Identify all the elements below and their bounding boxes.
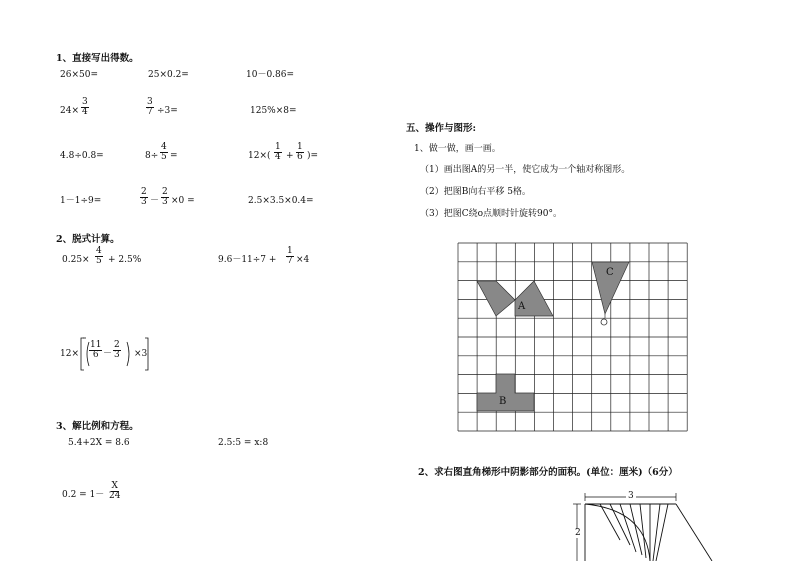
dimension-top-label: 3	[628, 491, 634, 501]
problem-1-11-suffix: ×0 =	[171, 196, 195, 206]
equation-3-prefix: 0.2 = 1－	[62, 490, 105, 500]
problem-1-10: 1－1÷9=	[60, 196, 102, 206]
section-1-title: 1、直接写出得数。	[56, 53, 139, 64]
section-5-title: 五、操作与图形:	[406, 123, 477, 134]
minus-sign: －	[103, 349, 113, 359]
plus-sign: +	[286, 151, 294, 161]
fraction: $\frac{1}{4}$	[275, 142, 281, 162]
section-2-title: 2、脱式计算。	[56, 234, 120, 245]
problem-1-12: 2.5×3.5×0.4=	[248, 196, 314, 206]
section-2-right-title: 2、求右图直角梯形中阴影部分的面积。(单位：厘米)（6分）	[418, 467, 678, 478]
figure-c-label: C	[606, 267, 614, 278]
fraction: $\frac{4}{5}$	[161, 142, 167, 162]
figure-b-label: B	[499, 396, 507, 407]
problem-1-4-prefix: 24×	[60, 106, 79, 116]
problem-1-9-prefix: 12×(	[248, 151, 271, 161]
bracket-outer	[81, 338, 148, 370]
section-3-title: 3、解比例和方程。	[56, 421, 139, 432]
problem-1-7: 4.8÷0.8=	[60, 151, 104, 161]
fraction: $\frac{2}{3}$	[162, 187, 168, 207]
expr-1-suffix: + 2.5%	[108, 255, 142, 265]
dimension-left-label: 2	[575, 528, 581, 538]
instruction-3: （3）把图C绕o点顺时针旋转90°。	[420, 209, 562, 219]
fraction: $\frac{3}{4}$	[82, 97, 88, 117]
problem-1-8-suffix: =	[170, 151, 178, 161]
bracket-inner	[87, 342, 129, 366]
fraction: $\frac{3}{7}$	[147, 97, 153, 117]
problem-1-6: 125%×8=	[250, 106, 297, 116]
problem-1-3: 10－0.86=	[246, 70, 295, 80]
expr-3-prefix: 12×	[60, 349, 79, 359]
point-o-icon	[601, 319, 607, 325]
problem-1-1: 26×50=	[60, 70, 98, 80]
fraction: $\frac{4}{5}$	[96, 246, 102, 266]
problem-1-2: 25×0.2=	[148, 70, 189, 80]
figure-a-label: A	[518, 301, 526, 312]
expr-2-prefix: 9.6－11÷7 +	[218, 255, 277, 265]
fraction: $\frac{1}{7}$	[287, 246, 293, 266]
sub-question-1: 1、做一做，画一画。	[414, 144, 501, 154]
equation-2: 2.5:5 = x:8	[218, 438, 269, 448]
fraction: $\frac{2}{3}$	[114, 340, 120, 360]
fraction: $\frac{11}{6}$	[90, 340, 102, 360]
expr-3-suffix: ×3	[134, 349, 148, 359]
minus-sign: －	[150, 196, 160, 206]
expr-1-prefix: 0.25×	[62, 255, 90, 265]
fraction: $\frac{1}{6}$	[297, 142, 303, 162]
equation-1: 5.4+2X = 8.6	[68, 438, 130, 448]
fraction: $\frac{2}{3}$	[141, 187, 147, 207]
problem-1-5-suffix: ÷3=	[157, 106, 178, 116]
instruction-1: （1）画出图A的另一半，使它成为一个轴对称图形。	[420, 165, 631, 175]
problem-1-8-prefix: 8÷	[145, 151, 159, 161]
trapezoid-figure	[573, 493, 712, 561]
instruction-2: （2）把图B向右平移 5格。	[420, 187, 531, 197]
expr-2-suffix: ×4	[296, 255, 310, 265]
fraction: $\frac{X}{24}$	[109, 481, 121, 501]
problem-1-9-suffix: )=	[307, 151, 319, 161]
